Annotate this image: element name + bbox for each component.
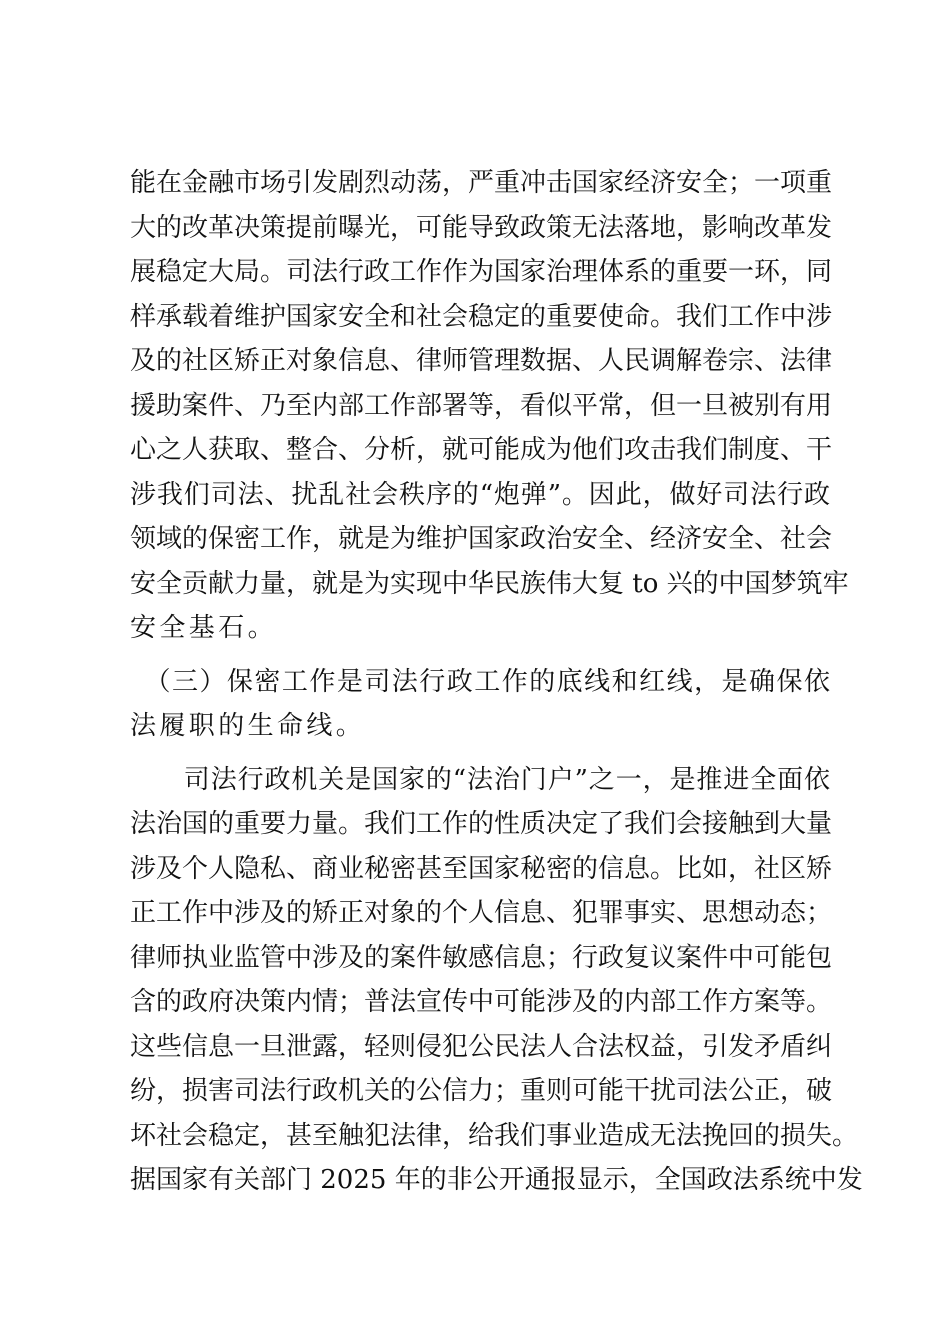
paragraph-national-security xyxy=(130,161,849,651)
section-heading-three xyxy=(130,660,830,749)
text-line: 能在金融市场引发剧烈动荡，严重冲击国家经济安全；一项重 xyxy=(130,168,833,198)
text-line: 司法行政机关是国家的“法治门户”之一，是推进全面依 xyxy=(130,764,830,795)
text-line: 展稳定大局。司法行政工作作为国家治理体系的重要一环，同 xyxy=(130,257,833,287)
text-line: 心之人获取、整合、分析，就可能成为他们攻击我们制度、干 xyxy=(130,435,833,465)
text-line: 安全基石。 xyxy=(130,613,278,643)
text-line: 这些信息一旦泄露，轻则侵犯公民法人合法权益，引发矛盾纠 xyxy=(130,1031,833,1062)
text-line: 涉及个人隐私、商业秘密甚至国家秘密的信息。比如，社区矫 xyxy=(130,853,833,884)
text-line: 纷，损害司法行政机关的公信力；重则可能干扰司法公正，破 xyxy=(130,1076,833,1106)
heading-line: 法履职的生命线。 xyxy=(130,711,366,741)
text-line: 及的社区矫正对象信息、律师管理数据、人民调解卷宗、法律 xyxy=(130,346,833,376)
text-line: 据国家有关部门 2025 年的非公开通报显示，全国政法系统中发 xyxy=(130,1165,863,1195)
paragraph-judicial-admin xyxy=(130,758,863,1203)
text-line: 坏社会稳定，甚至触犯法律，给我们事业造成无法挽回的损失。 xyxy=(130,1120,859,1151)
text-line: 涉我们司法、扰乱社会秩序的“炮弹”。因此，做好司法行政 xyxy=(130,479,830,510)
text-line: 安全贡献力量，就是为实现中华民族伟大复 to 兴的中国梦筑牢 xyxy=(130,568,849,599)
heading-line: （三）保密工作是司法行政工作的底线和红线，是确保依 xyxy=(130,666,830,697)
paragraph-spacer xyxy=(130,749,830,758)
text-line: 大的改革决策提前曝光，可能导致政策无法落地，影响改革发 xyxy=(130,212,833,243)
text-line: 含的政府决策内情；普法宣传中可能涉及的内部工作方案等。 xyxy=(130,987,833,1017)
paragraph-spacer xyxy=(130,651,830,660)
text-line: 援助案件、乃至内部工作部署等，看似平常，但一旦被别有用 xyxy=(130,390,833,421)
text-line: 领域的保密工作，就是为维护国家政治安全、经济安全、社会 xyxy=(130,524,833,554)
text-line: 律师执业监管中涉及的案件敏感信息；行政复议案件中可能包 xyxy=(130,942,833,973)
text-line: 法治国的重要力量。我们工作的性质决定了我们会接触到大量 xyxy=(130,809,833,839)
text-line: 正工作中涉及的矫正对象的个人信息、犯罪事实、思想动态； xyxy=(130,898,833,928)
text-line: 样承载着维护国家安全和社会稳定的重要使命。我们工作中涉 xyxy=(130,301,833,332)
document-body xyxy=(130,161,863,1203)
